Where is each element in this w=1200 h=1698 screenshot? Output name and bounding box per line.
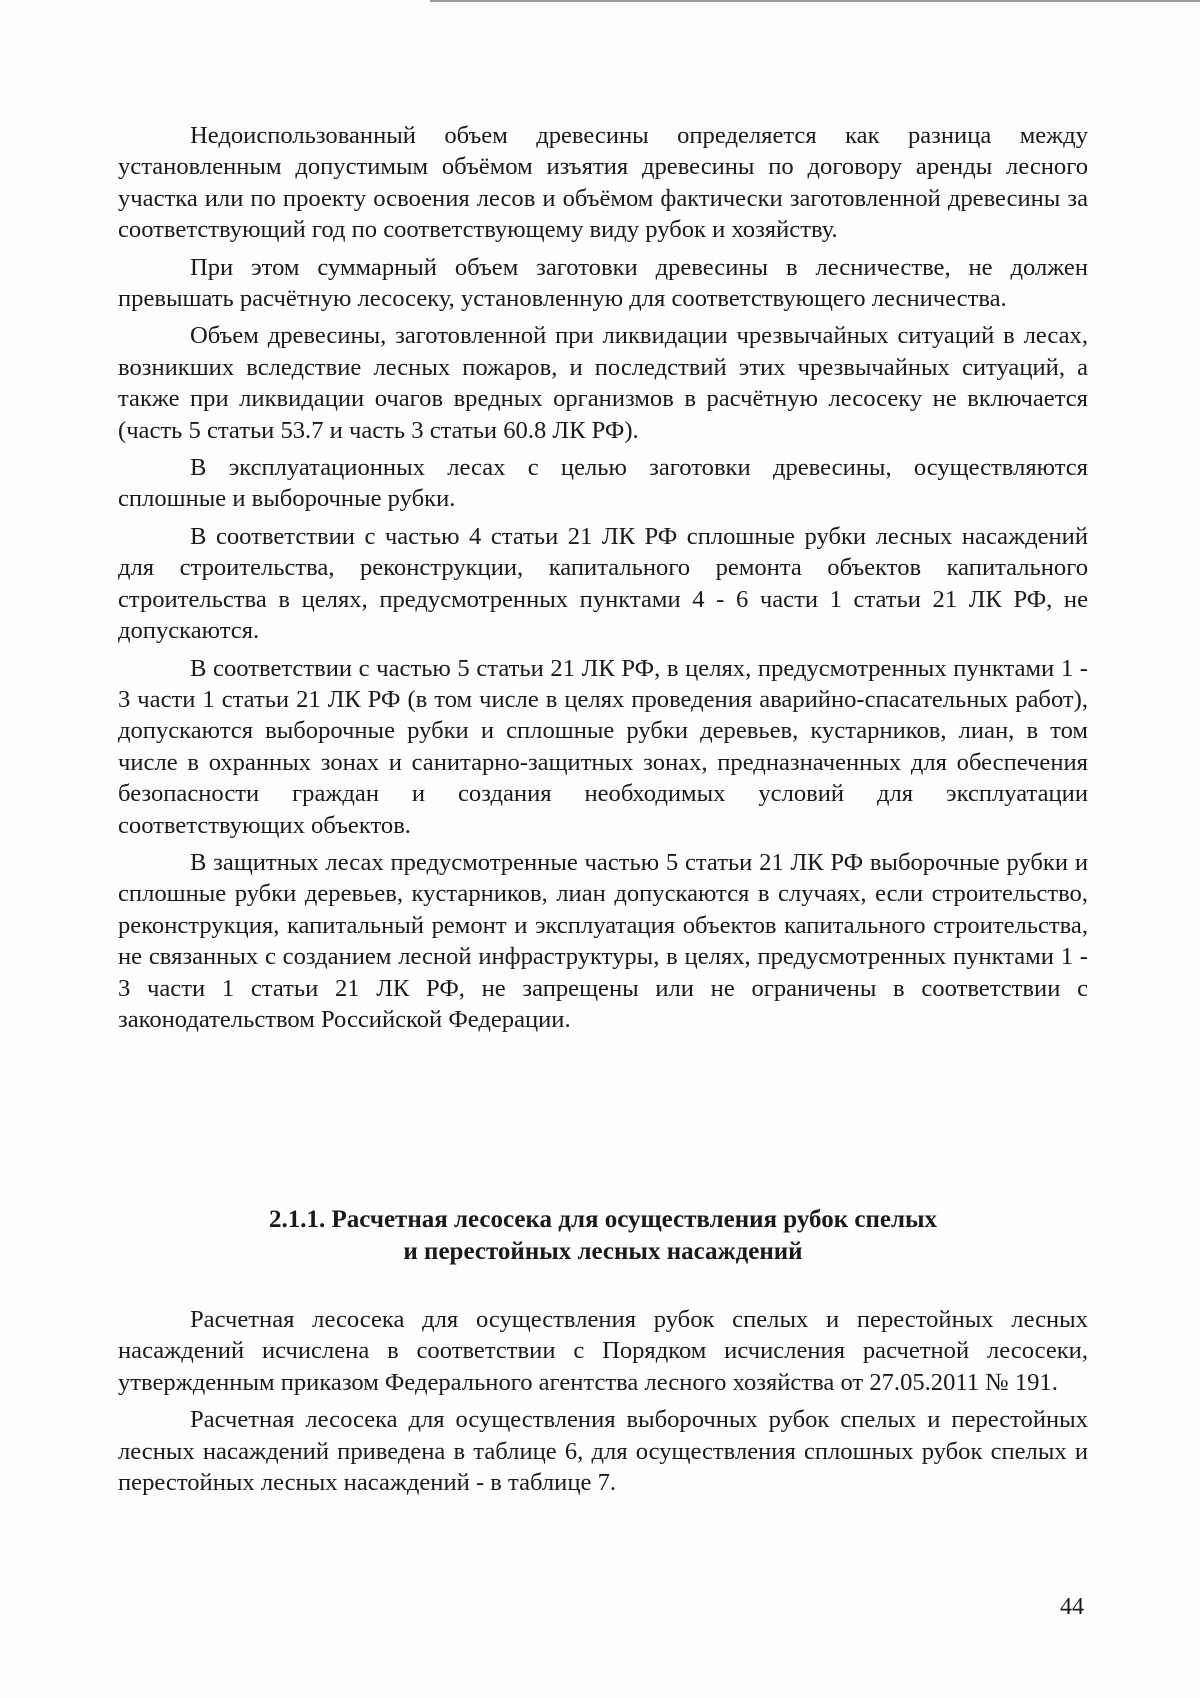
body-text-block <box>118 120 1088 1041</box>
section-heading-line-1: 2.1.1. Расчетная лесосека для осуществления рубок спелых <box>268 1206 937 1233</box>
paragraph-protective-forests: В защитных лесах предусмотренные частью 5 статьи 21 ЛК РФ выборочные рубки и сплошные рубки деревьев, кустарников, лиан допускаются в случаях, если строительство, реконструкция, капитальный ремонт и эксплуатация объектов капитального строительства, не связанных с созданием лесной инфраструктуры, в целях, предусмотренных пунктами 1 - 3 части 1 статьи 21 ЛК РФ, не запрещены или не ограничены в соответствии с законодательством Российской Федерации. <box>118 848 1088 1033</box>
section-heading-line-2: и перестойных лесных насаждений <box>403 1238 803 1265</box>
paragraph-exploitation-forests: В эксплуатационных лесах с целью заготовки древесины, осуществляются сплошные и выборочные рубки. <box>118 454 1088 513</box>
paragraph-tables-reference: Расчетная лесосека для осуществления выборочных рубок спелых и перестойных лесных насаждений приведена в таблице 6, для осуществления сплошных рубок спелых и перестойных лесных насаждений - в таблице 7. <box>118 1406 1088 1497</box>
page-number: 44 <box>1060 1594 1084 1620</box>
paragraph-article-21-part-4: В соответствии с частью 4 статьи 21 ЛК РФ сплошные рубки лесных насаждений для строительства, реконструкции, капитального ремонта объектов капитального строительства в целях, предусмотренных пунктами 4 - 6 части 1 статьи 21 ЛК РФ, не допускаются. <box>118 522 1088 645</box>
paragraph-emergency-volume: Объем древесины, заготовленной при ликвидации чрезвычайных ситуаций в лесах, возникших вследствие лесных пожаров, и последствий этих чрезвычайных ситуаций, а также при ликвидации очагов вредных организмов в расчётную лесосеку не включается (часть 5 статьи 53.7 и часть 3 статьи 60.8 ЛК РФ). <box>118 322 1088 444</box>
paragraph-calculation-order: Расчетная лесосека для осуществления рубок спелых и перестойных лесных насаждений исчислена в соответствии с Порядком исчисления расчетной лесосеки, утвержденным приказом Федерального агентства лесного хозяйства от 27.05.2011 № 191. <box>118 1306 1088 1396</box>
body-text-block-after-heading <box>118 1304 1088 1504</box>
paragraph-article-21-part-5: В соответствии с частью 5 статьи 21 ЛК РФ, в целях, предусмотренных пунктами 1 - 3 части 1 статьи 21 ЛК РФ (в том числе в целях проведения аварийно-спасательных работ), допускаются выборочные рубки и сплошные рубки деревьев, кустарников, лиан, в том числе в охранных зонах и санитарно-защитных зонах, предназначенных для обеспечения безопасности граждан и создания необходимых условий для эксплуатации соответствующих объектов. <box>118 654 1088 839</box>
paragraph-total-harvest: При этом суммарный объем заготовки древесины в лесничестве, не должен превышать расчётную лесосеку, установленную для соответствующего лесничества. <box>118 253 1088 313</box>
section-heading <box>118 1204 1088 1268</box>
top-edge-rule <box>430 0 1200 2</box>
paragraph-unused-volume: Недоиспользованный объем древесины определяется как разница между установленным допустимым объёмом изъятия древесины по договору аренды лесного участка или по проекту освоения лесов и объёмом фактически заготовленной древесины за соответствующий год по соответствующему виду рубок и хозяйству. <box>118 122 1088 244</box>
